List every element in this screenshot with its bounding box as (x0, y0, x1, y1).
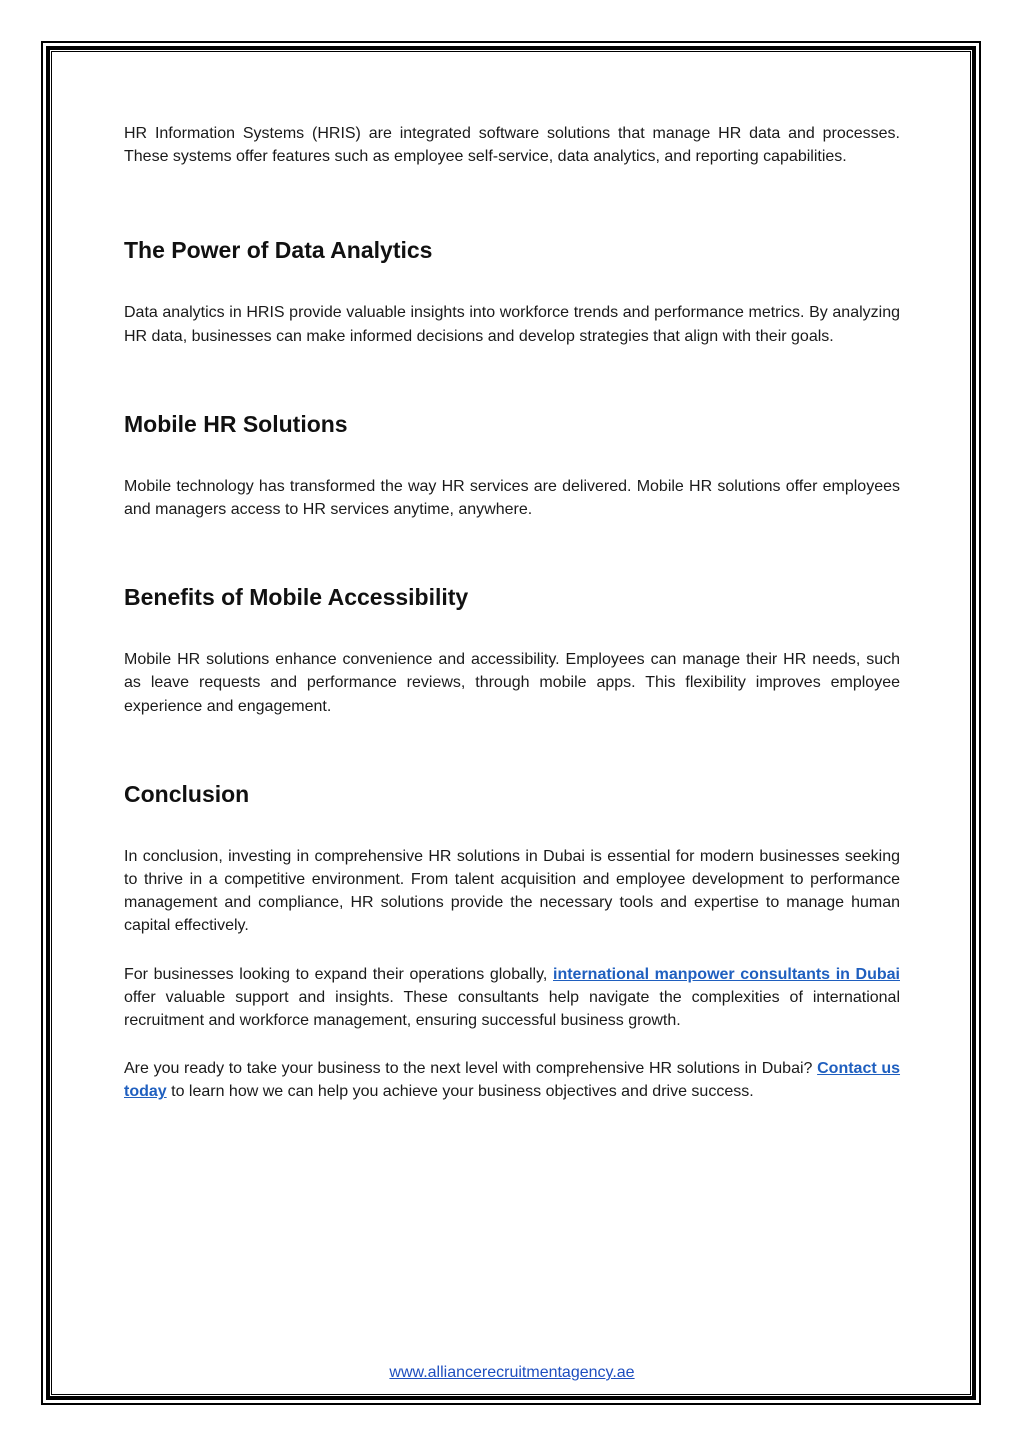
section-heading-conclusion: Conclusion (124, 780, 250, 807)
page-footer (0, 1364, 1024, 1382)
section-paragraph-data-analytics: Data analytics in HRIS provide valuable insights into workforce trends and performance metrics. By analyzing HR data, businesses can make informed decisions and develop strategies that align with their goals. (124, 304, 900, 345)
cta-text-before: Are you ready to take your business to the next level with comprehensive HR solutions in Dubai? (124, 1060, 818, 1078)
section-heading-mobile-accessibility: Benefits of Mobile Accessibility (124, 584, 469, 611)
consultants-paragraph (124, 963, 900, 1033)
section-paragraph-mobile-accessibility: Mobile HR solutions enhance convenience and accessibility. Employees can manage their HR needs, such as leave requests and performance reviews, through mobile apps. This flexibility improves employee experience and engagement. (124, 651, 900, 715)
section-paragraph-mobile-hr: Mobile technology has transformed the way HR services are delivered. Mobile HR solutions offer employees and managers access to HR services anytime, anywhere. (124, 477, 900, 519)
section-heading-data-analytics: The Power of Data Analytics (124, 237, 433, 264)
contact-us-link[interactable]: Contact us today (124, 1060, 901, 1101)
intro-paragraph: HR Information Systems (HRIS) are integrated software solutions that manage HR data and processes. These systems offer features such as employee self-service, data analytics, and reporting capabilities. (124, 125, 900, 166)
section-heading-mobile-hr: Mobile HR Solutions (124, 410, 348, 437)
footer-website-link[interactable]: www.alliancerecruitmentagency.ae (389, 1364, 635, 1381)
consultants-text-before: For businesses looking to expand their operations globally, (124, 965, 553, 983)
cta-paragraph (124, 1057, 900, 1103)
cta-text-after: to learn how we can help you achieve your business objectives and drive success. (166, 1083, 754, 1101)
manpower-consultants-link[interactable]: international manpower consultants in Dubai (553, 965, 900, 983)
section-paragraph-conclusion: In conclusion, investing in comprehensive HR solutions in Dubai is essential for modern businesses seeking to thrive in a competitive environment. From talent acquisition and employee development to performance management and compliance, HR solutions provide the necessary tools and expertise to manage human capital effectively. (124, 847, 900, 935)
document-body (124, 122, 900, 1104)
consultants-text-after: offer valuable support and insights. These consultants help navigate the complexities of international recruitment and workforce management, ensuring successful business growth. (124, 988, 900, 1030)
